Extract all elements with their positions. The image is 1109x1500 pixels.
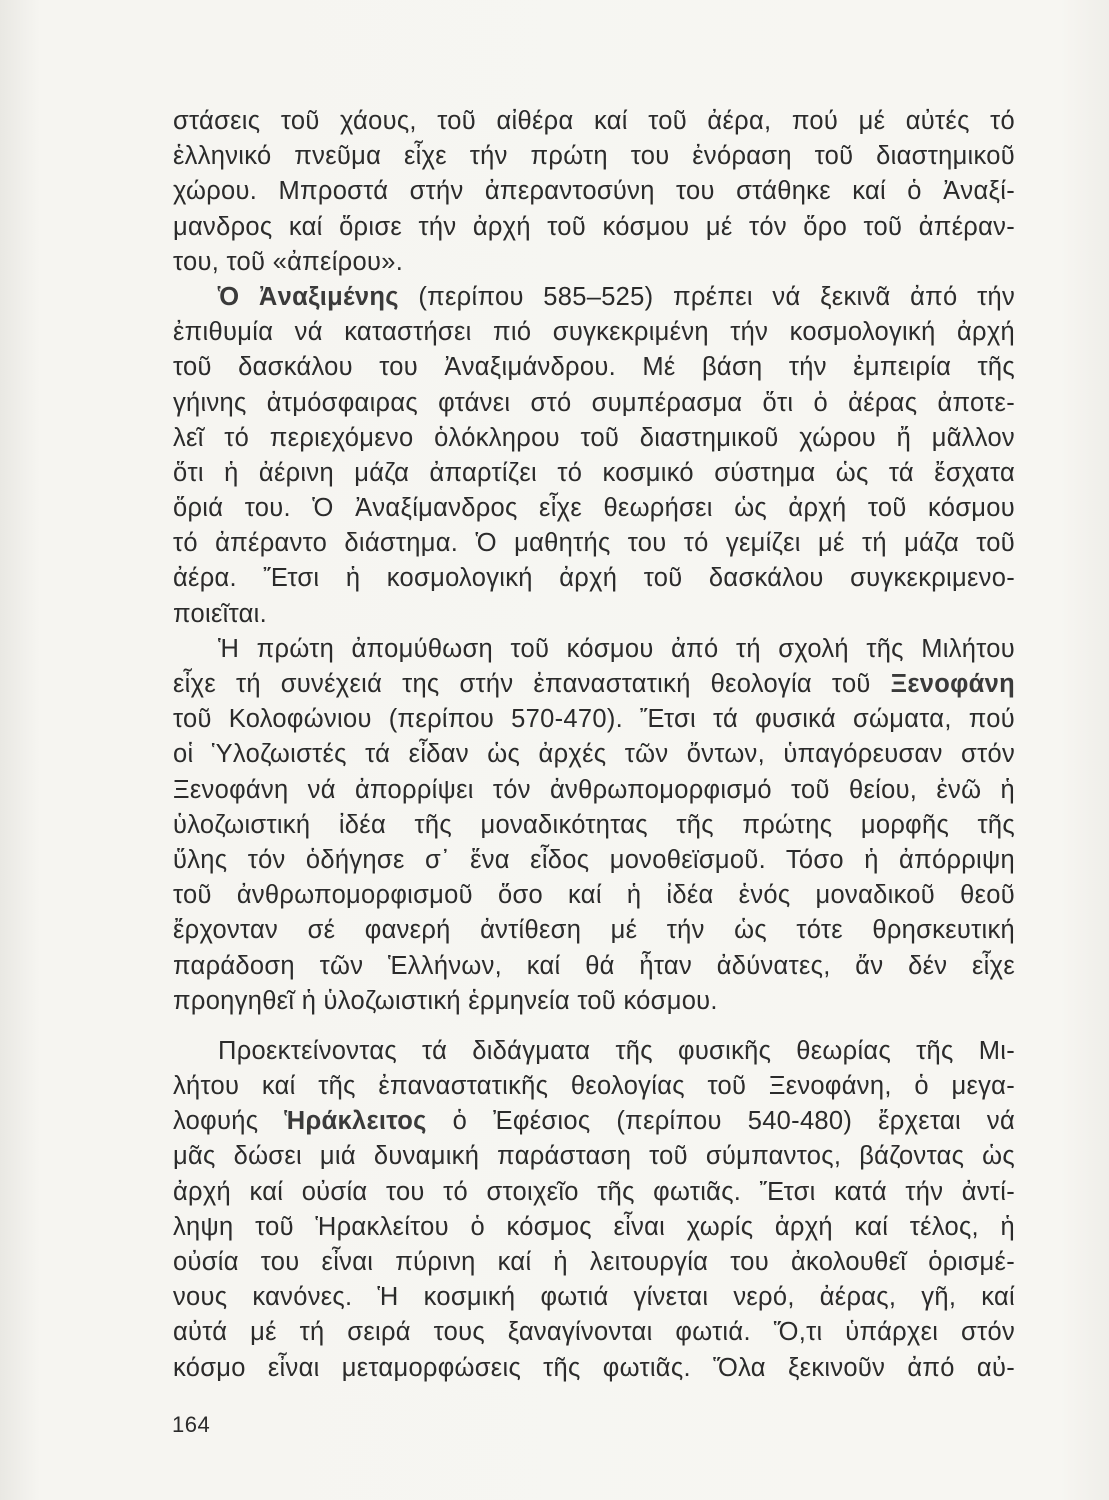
text-line: στάσεις τοῦ χάους, τοῦ αἰθέρα καί τοῦ ἀέρα, πού μέ αὐτές τό — [173, 107, 1015, 135]
text-line: χώρου. Μπροστά στήν ἀπεραντοσύνη του στάθηκε καί ὁ Ἀναξί- — [173, 177, 1015, 206]
text-line: ὑλοζωιστική ἰδέα τῆς μοναδικότητας τῆς πρώτης μορφῆς τῆς — [173, 810, 1015, 839]
text-line: ποιεῖται. — [173, 599, 268, 628]
text-line — [173, 667, 1015, 702]
text-segment: εἶχε τή συνέχειά της στήν ἐπαναστατική θεολογία τοῦ — [173, 670, 891, 698]
text-line: τό ἀπέραντο διάστημα. Ὁ μαθητής του τό γεμίζει μέ τή μάζα τοῦ — [173, 529, 1015, 558]
text-line: μανδρος καί ὅρισε τήν ἀρχή τοῦ κόσμου μέ τόν ὅρο τοῦ ἀπέραν- — [173, 212, 1015, 241]
text-line: οὐσία του εἶναι πύρινη καί ἡ λειτουργία του ἀκολουθεῖ ὁρισμέ- — [173, 1248, 1015, 1276]
text-line: τοῦ δασκάλου του Ἀναξιμάνδρου. Μέ βάση τήν ἐμπειρία τῆς — [173, 353, 1015, 382]
text-line: νους κανόνες. Ἡ κοσμική φωτιά γίνεται νερό, ἀέρας, γῆ, καί — [173, 1283, 1015, 1312]
text-line: ἐπιθυμία νά καταστήσει πιό συγκεκριμένη τήν κοσμολογική ἀρχή — [173, 318, 1015, 347]
text-line: μᾶς δώσει μιά δυναμική παράσταση τοῦ σύμπαντος, βάζοντας ὡς — [173, 1142, 1015, 1171]
text-segment: λοφυής — [173, 1107, 285, 1136]
text-line: γήινης ἀτμόσφαιρας φτάνει στό συμπέρασμα ὅτι ὁ ἀέρας ἀποτε- — [173, 388, 1015, 417]
text-line: αὐτά μέ τή σειρά τους ξαναγίνονται φωτιά. Ὅ,τι ὑπάρχει στόν — [173, 1318, 1015, 1347]
text-segment: ὁ Ἐφέσιος (περίπου 540-480) ἔρχεται νά — [426, 1107, 1016, 1136]
page-number: 164 — [172, 1412, 211, 1437]
name-xenophanes: Ξενοφάνη — [890, 670, 1015, 698]
text-line: παράδοση τῶν Ἑλλήνων, καί θά ἦταν ἀδύνατες, ἄν δέν εἶχε — [173, 951, 1015, 980]
text-segment: (περίπου 585–525) πρέπει νά ξεκινᾶ ἀπό τήν — [398, 282, 1015, 311]
text-line: ληψη τοῦ Ἡρακλείτου ὁ κόσμος εἶναι χωρίς ἀρχή καί τέλος, ἡ — [173, 1212, 1015, 1241]
text-line: ἀέρα. Ἔτσι ἡ κοσμολογική ἀρχή τοῦ δασκάλου συγκεκριμενο- — [173, 564, 1015, 593]
text-line: κόσμο εἶναι μεταμορφώσεις τῆς φωτιᾶς. Ὅλα ξεκινοῦν ἀπό αὐ- — [173, 1353, 1015, 1382]
name-anaximenes: Ὁ Ἀναξιμένης — [218, 282, 399, 311]
name-heraclitus: Ἡράκλειτος — [284, 1107, 427, 1136]
text-line: Προεκτείνοντας τά διδάγματα τῆς φυσικῆς θεωρίας τῆς Μι- — [218, 1036, 1015, 1065]
text-line: προηγηθεῖ ἡ ὑλοζωιστική ἑρμηνεία τοῦ κόσμου. — [173, 986, 718, 1015]
text-line: του, τοῦ «ἀπείρου». — [173, 247, 404, 276]
body-text — [173, 104, 1015, 1386]
text-line: τοῦ Κολοφώνιου (περίπου 570-470). Ἔτσι τά φυσικά σώματα, πού — [173, 705, 1015, 734]
text-line: λεῖ τό περιεχόμενο ὁλόκληρου τοῦ διαστημικοῦ χώρου ἤ μᾶλλον — [173, 423, 1015, 452]
text-line — [173, 280, 1015, 315]
text-line: ἀρχή καί οὐσία του τό στοιχεῖο τῆς φωτιᾶς. Ἔτσι κατά τήν ἀντί- — [173, 1177, 1015, 1206]
text-line: ἔρχονταν σέ φανερή ἀντίθεση μέ τήν ὡς τότε θρησκευτική — [173, 916, 1015, 945]
text-line: Ξενοφάνη νά ἀπορρίψει τόν ἀνθρωπομορφισμό τοῦ θείου, ἐνῶ ἡ — [173, 775, 1015, 804]
text-line: ἑλληνικό πνεῦμα εἶχε τήν πρώτη του ἐνόραση τοῦ διαστημικοῦ — [173, 142, 1015, 171]
text-line: ὅριά του. Ὁ Ἀναξίμανδρος εἶχε θεωρήσει ὡς ἀρχή τοῦ κόσμου — [173, 494, 1015, 523]
paragraph-gap — [173, 1019, 1015, 1034]
text-line: λήτου καί τῆς ἐπαναστατικῆς θεολογίας τοῦ Ξενοφάνη, ὁ μεγα- — [173, 1072, 1015, 1101]
text-line: οἱ Ὑλοζωιστές τά εἶδαν ὡς ἀρχές τῶν ὄντων, ὑπαγόρευσαν στόν — [173, 740, 1015, 769]
text-line: τοῦ ἀνθρωπομορφισμοῦ ὅσο καί ἡ ἰδέα ἑνός μοναδικοῦ θεοῦ — [173, 881, 1015, 910]
text-line: Ἡ πρώτη ἀπομύθωση τοῦ κόσμου ἀπό τή σχολή τῆς Μιλήτου — [218, 634, 1015, 663]
text-line: ὕλης τόν ὁδήγησε σ᾽ ἕνα εἶδος μονοθεϊσμοῦ. Τόσο ἡ ἀπόρριψη — [173, 845, 1015, 874]
text-line — [173, 1104, 1015, 1139]
text-line: ὅτι ἡ ἀέρινη μάζα ἀπαρτίζει τό κοσμικό σύστημα ὡς τά ἔσχατα — [173, 458, 1015, 487]
